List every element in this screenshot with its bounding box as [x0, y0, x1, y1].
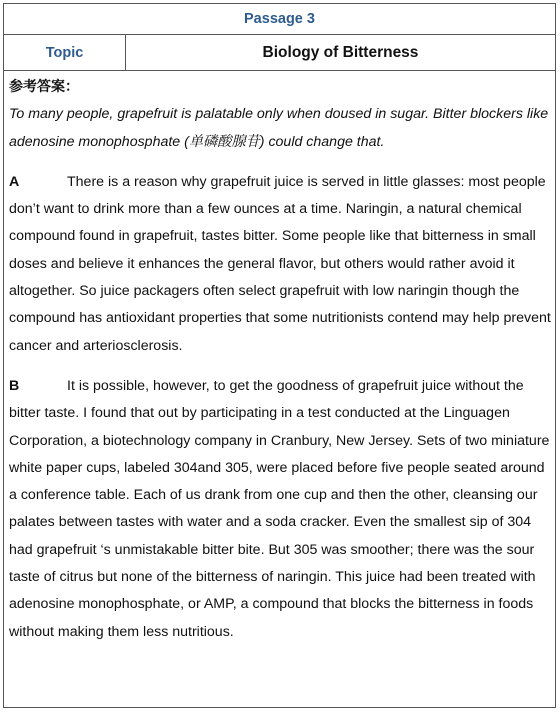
paragraph-text: It is possible, however, to get the goodness of grapefruit juice without the bitter taste. I found that out by participating in a test conducted at the Linguagen Corporation, a biotechnology company in Cranbury, New Jersey. Sets of two miniature white paper cups, labeled 304and 305, were placed before five people seated around a conference table. Each of us drank from one cup and then the other, cleansing our palates between tastes with water and a soda cracker. Even the smallest sip of 304 had grapefruit ‘s unmistakable bitter bite. But 305 was smoother; there was the sour taste of citrus but none of the bitterness of naringin. This juice had been treated with adenosine monophosphate, or AMP, a compound that blocks the bitterness in foods without making them less nutritious. — [9, 377, 550, 640]
topic-row — [4, 35, 555, 71]
answer-label: 参考答案： — [9, 79, 79, 95]
paragraph-letter: A — [9, 173, 20, 190]
passage-content — [4, 71, 555, 646]
passage-sheet — [3, 3, 556, 708]
paragraph-text: There is a reason why grapefruit juice is served in little glasses: most people don’t want to drink more than a few ounces at a time. Naringin, a natural chemical compound found in grapefruit, tastes bitter. Some people like that bitterness in small doses and believe it enhances the general flavor, but others would rather avoid it altogether. So juice packagers often select grapefruit with low naringin though the compound has antioxidant properties that some nutritionists contend may help prevent cancer and arteriosclerosis. — [9, 173, 551, 354]
paragraph-b — [9, 373, 551, 646]
intro-text: To many people, grapefruit is palatable only when doused in sugar. Bitter blockers like adenosine monophosphate (单磷酸腺苷) could change that. — [9, 106, 549, 150]
topic-value: Biology of Bitterness — [262, 43, 419, 61]
passage-title: Passage 3 — [4, 4, 555, 35]
paragraph-a — [9, 169, 551, 360]
paragraph-letter: B — [9, 377, 20, 394]
topic-label: Topic — [4, 35, 126, 70]
